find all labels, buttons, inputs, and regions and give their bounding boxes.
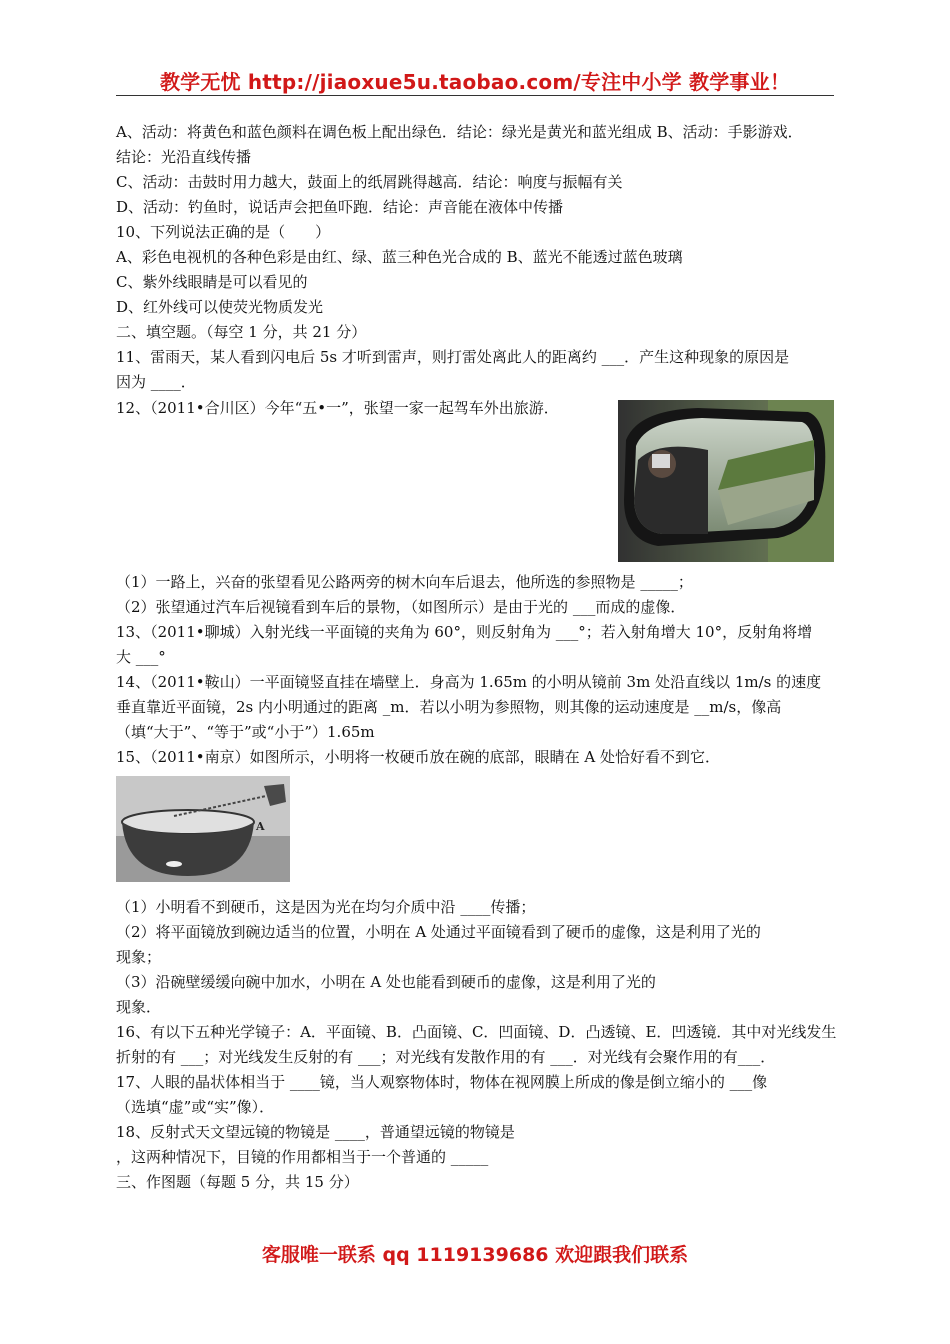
text-line: 现象． [116,998,162,1016]
text-line: 11、雷雨天，某人看到闪电后 5s 才听到雷声，则打雷处离此人的距离约 ___．产生这种现象的原因是 [116,348,790,366]
text-line: 13、（2011•聊城）入射光线一平面镜的夹角为 60°，则反射角为 ___°；若入射角增大 10°，反射角将增 [116,623,813,641]
text-line: 垂直靠近平面镜，2s 内小明通过的距离 _m．若以小明为参照物，则其像的运动速度是 __m/s，像高 [116,698,782,716]
text-line: ，这两种情况下，目镜的作用都相当于一个普通的 _____ [116,1148,489,1166]
text-line: 现象； [116,948,162,966]
text-line: （2）将平面镜放到碗边适当的位置，小明在 A 处通过平面镜看到了硬币的虚像，这是利用了光的 [116,923,761,941]
text-line: 18、反射式天文望远镜的物镜是 ____，普通望远镜的物镜是 [116,1123,515,1141]
text-line: 15、（2011•南京）如图所示，小明将一枚硬币放在碗的底部，眼睛在 A 处恰好看不到它． [116,748,720,766]
text-line: （2）张望通过汽车后视镜看到车后的景物，（如图所示）是由于光的 ___而成的虚像． [116,598,686,616]
text-line: A、活动：将黄色和蓝色颜料在调色板上配出绿色．结论：绿光是黄光和蓝光组成 B、活动：手影游戏． [116,123,803,141]
point-a-label: A [256,820,265,833]
text-line: 10、下列说法正确的是（ ） [116,223,331,241]
bowl-coin-figure [116,776,290,882]
text-line: （填“大于”、“等于”或“小于”）1.65m [116,723,375,741]
text-line: D、红外线可以使荧光物质发光 [116,298,324,316]
text-line: （3）沿碗壁缓缓向碗中加水，小明在 A 处也能看到硬币的虚像，这是利用了光的 [116,973,656,991]
page-header: 教学无忧 http://jiaoxue5u.taobao.com/专注中小学 教学事业！ [159,70,791,94]
header-divider [116,95,834,96]
text-line: （1）小明看不到硬币，这是因为光在均匀介质中沿 ____传播； [116,898,536,916]
text-line: 结论：光沿直线传播 [116,148,252,166]
section-heading: 三、作图题（每题 5 分，共 15 分） [116,1173,359,1191]
page-footer: 客服唯一联系 qq 1119139686 欢迎跟我们联系 [261,1244,689,1266]
text-line: 因为 ____． [116,373,196,391]
text-line: 14、（2011•鞍山）一平面镜竖直挂在墙壁上．身高为 1.65m 的小明从镜前 3m 处沿直线以 1m/s 的速度 [116,673,822,691]
text-line: （1）一路上，兴奋的张望看见公路两旁的树木向车后退去，他所选的参照物是 _____； [116,573,693,591]
text-line: C、活动：击鼓时用力越大，鼓面上的纸屑跳得越高．结论：响度与振幅有关 [116,173,623,191]
text-line: 17、人眼的晶状体相当于 ____镜，当人观察物体时，物体在视网膜上所成的像是倒立缩小的 ___像 [116,1073,768,1091]
section-heading: 二、填空题。（每空 1 分，共 21 分） [116,323,367,341]
text-line: 16、有以下五种光学镜子：A．平面镜、B．凸面镜、C．凹面镜、D．凸透镜、E．凹透镜．其中对光线发生 [116,1023,837,1041]
text-line: D、活动：钓鱼时，说话声会把鱼吓跑．结论：声音能在液体中传播 [116,198,564,216]
text-line: C、紫外线眼睛是可以看见的 [116,273,308,291]
text-line: （选填“虚”或“实”像）． [116,1098,275,1116]
text-line: 大 ___° [116,648,166,666]
rearview-mirror-photo [618,400,834,562]
text-line: 折射的有 ___；对光线发生反射的有 ___；对光线有发散作用的有 ___．对光线有会聚作用的有___． [116,1048,776,1066]
text-line: 12、（2011•合川区）今年“五•一”，张望一家一起驾车外出旅游． [116,399,559,417]
text-line: A、彩色电视机的各种色彩是由红、绿、蓝三种色光合成的 B、蓝光不能透过蓝色玻璃 [116,248,683,266]
